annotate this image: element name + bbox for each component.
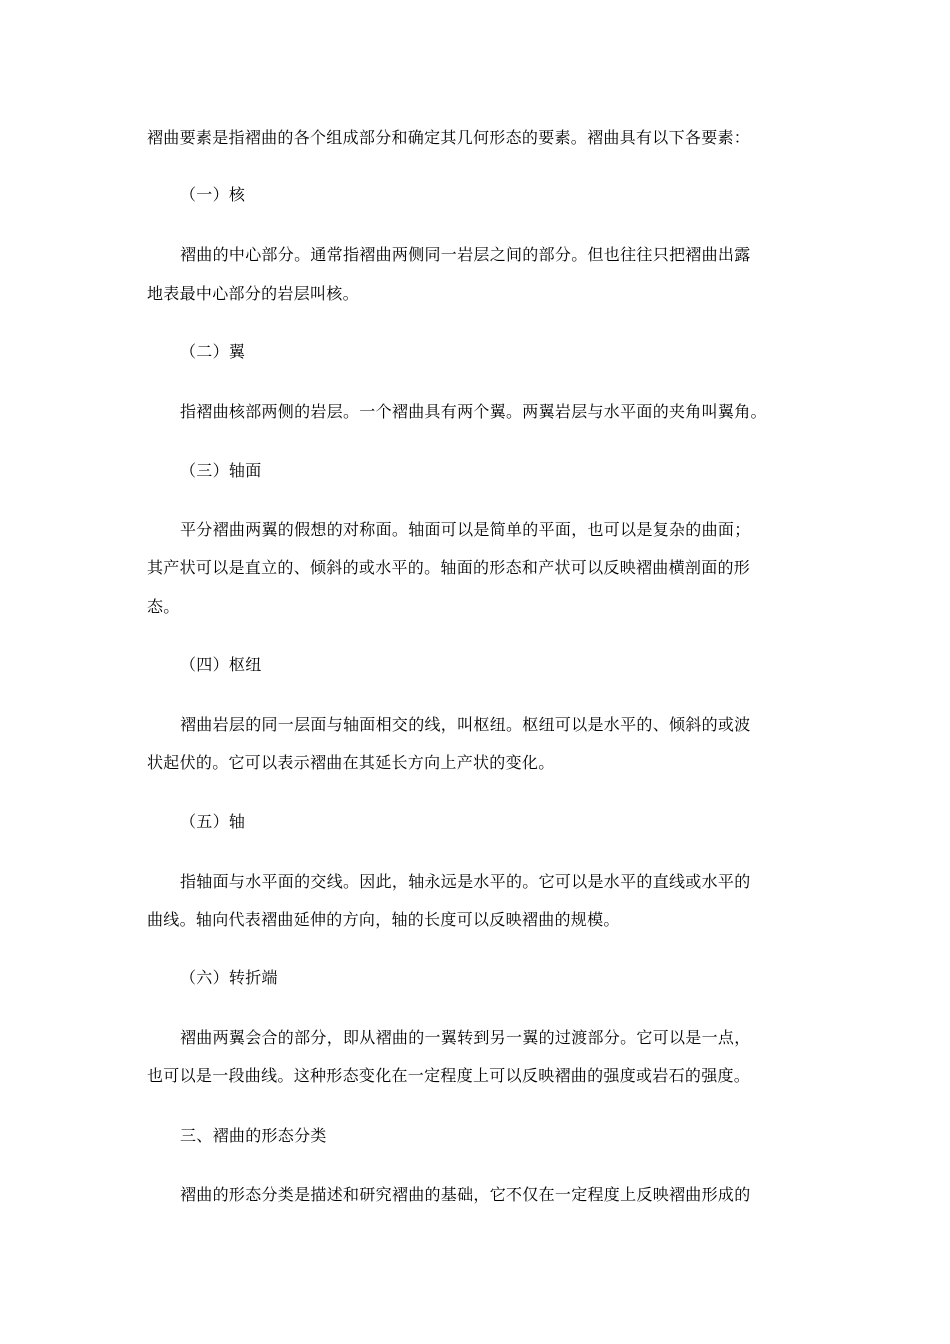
axial-plane-line-2: 其产状可以是直立的、倾斜的或水平的。轴面的形态和产状可以反映褶曲横剖面的形 [147, 558, 751, 577]
axis-line-2: 曲线。轴向代表褶曲延伸的方向，轴的长度可以反映褶曲的规模。 [147, 910, 620, 929]
turning-end-line-2: 也可以是一段曲线。这种形态变化在一定程度上可以反映褶曲的强度或岩石的强度。 [147, 1066, 751, 1085]
heading-core: （一）核 [180, 185, 246, 204]
core-line-1: 褶曲的中心部分。通常指褶曲两侧同一岩层之间的部分。但也往往只把褶曲出露 [180, 245, 751, 264]
heading-section-three: 三、褶曲的形态分类 [180, 1126, 327, 1145]
heading-turning-end: （六）转折端 [180, 968, 278, 987]
axial-plane-line-1: 平分褶曲两翼的假想的对称面。轴面可以是简单的平面，也可以是复杂的曲面； [180, 520, 751, 539]
turning-end-line-1: 褶曲两翼会合的部分，即从褶曲的一翼转到另一翼的过渡部分。它可以是一点， [180, 1028, 751, 1047]
hinge-line-1: 褶曲岩层的同一层面与轴面相交的线，叫枢纽。枢纽可以是水平的、倾斜的或波 [180, 715, 751, 734]
heading-axial-plane: （三）轴面 [180, 461, 262, 480]
axial-plane-line-3: 态。 [147, 597, 180, 616]
intro-paragraph: 褶曲要素是指褶曲的各个组成部分和确定其几何形态的要素。褶曲具有以下各要素： [147, 128, 751, 147]
heading-limb: （二）翼 [180, 342, 246, 361]
limb-line-1: 指褶曲核部两侧的岩层。一个褶曲具有两个翼。两翼岩层与水平面的夹角叫翼角。 [180, 402, 767, 421]
axis-line-1: 指轴面与水平面的交线。因此，轴永远是水平的。它可以是水平的直线或水平的 [180, 872, 751, 891]
hinge-line-2: 状起伏的。它可以表示褶曲在其延长方向上产状的变化。 [147, 753, 555, 772]
core-line-2: 地表最中心部分的岩层叫核。 [147, 284, 359, 303]
heading-axis: （五）轴 [180, 812, 246, 831]
section-three-line-1: 褶曲的形态分类是描述和研究褶曲的基础，它不仅在一定程度上反映褶曲形成的 [180, 1185, 751, 1204]
heading-hinge: （四）枢纽 [180, 655, 262, 674]
